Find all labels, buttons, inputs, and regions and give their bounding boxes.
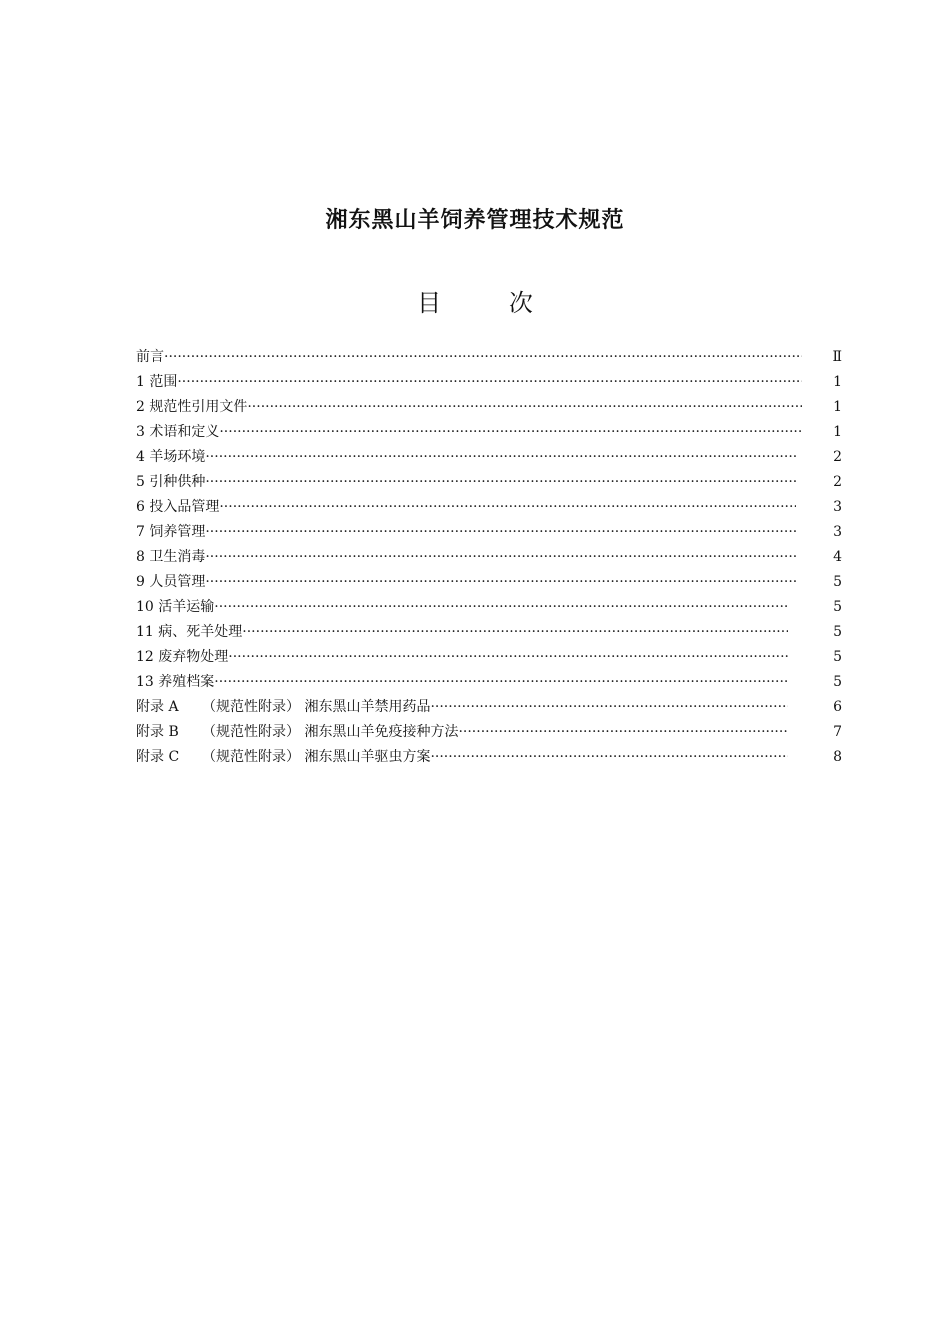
toc-entry-page: 7	[833, 724, 842, 740]
toc-leader-dots	[164, 345, 802, 370]
toc-leader-dots	[219, 495, 796, 520]
toc-leader-dots	[242, 620, 788, 645]
toc-entry-page: 8	[833, 749, 842, 765]
toc-entry-label: 13 养殖档案	[136, 674, 215, 690]
toc-entry-scope[interactable]	[136, 370, 842, 395]
toc-entry-page: 2	[833, 449, 842, 465]
toc-leader-dots	[205, 545, 796, 570]
toc-entry-label	[136, 720, 458, 745]
toc-leader-dots	[177, 370, 802, 395]
toc-leader-dots	[247, 395, 802, 420]
toc-entry-label: 4 羊场环境	[136, 449, 206, 465]
toc-entry-feeding-management[interactable]	[136, 520, 842, 545]
toc-entry-label: 3 术语和定义	[136, 424, 220, 440]
toc-entry-appendix-b[interactable]	[136, 720, 842, 745]
toc-entry-label: 11 病、死羊处理	[136, 624, 243, 640]
toc-entry-page: 5	[833, 574, 842, 590]
toc-entry-normative-references[interactable]	[136, 395, 842, 420]
toc-entry-breeding-records[interactable]	[136, 670, 842, 695]
toc-entry-page: 5	[833, 599, 842, 615]
toc-entry-label	[136, 745, 430, 770]
toc-entry-page: 5	[833, 674, 842, 690]
toc-entry-label: 6 投入品管理	[136, 499, 220, 515]
toc-entry-page: Ⅱ	[832, 349, 842, 365]
toc-entry-page: 1	[833, 374, 842, 390]
toc-entry-label: 9 人员管理	[136, 574, 206, 590]
toc-heading-left: 目	[417, 289, 442, 317]
toc-entry-waste-treatment[interactable]	[136, 645, 842, 670]
toc-entry-terms[interactable]	[136, 420, 842, 445]
toc-leader-dots	[205, 520, 796, 545]
toc-heading	[0, 283, 950, 318]
toc-leader-dots	[205, 470, 796, 495]
toc-leader-dots	[430, 695, 788, 720]
toc-entry-page: 4	[833, 549, 842, 565]
toc-entry-page: 1	[833, 424, 842, 440]
document-title: 湘东黑山羊饲养管理技术规范	[325, 208, 625, 233]
appendix-tag: （规范性附录）	[202, 749, 300, 765]
toc-entry-live-transport[interactable]	[136, 595, 842, 620]
toc-leader-dots	[205, 570, 796, 595]
toc-entry-appendix-c[interactable]	[136, 745, 842, 770]
toc-entry-hygiene-disinfection[interactable]	[136, 545, 842, 570]
toc-entry-label	[136, 695, 430, 720]
appendix-tag: （规范性附录）	[202, 724, 300, 740]
toc-entry-label: 1 范围	[136, 374, 178, 390]
toc-entry-label: 10 活羊运输	[136, 599, 215, 615]
toc-entry-farm-environment[interactable]	[136, 445, 842, 470]
toc-entry-appendix-a[interactable]	[136, 695, 842, 720]
appendix-name: 附录 C	[136, 749, 180, 765]
toc-entry-breeding-supply[interactable]	[136, 470, 842, 495]
toc-entry-page: 3	[833, 499, 842, 515]
toc-leader-dots	[205, 445, 796, 470]
toc-entry-label: 7 饲养管理	[136, 524, 206, 540]
appendix-name: 附录 A	[136, 699, 179, 715]
toc-list	[136, 345, 842, 770]
toc-entry-label: 12 废弃物处理	[136, 649, 229, 665]
toc-entry-label: 8 卫生消毒	[136, 549, 206, 565]
toc-leader-dots	[219, 420, 802, 445]
toc-entry-page: 2	[833, 474, 842, 490]
toc-leader-dots	[430, 745, 788, 770]
toc-leader-dots	[458, 720, 788, 745]
toc-entry-label: 5 引种供种	[136, 474, 206, 490]
toc-entry-label: 前言	[136, 349, 164, 365]
toc-entry-page: 3	[833, 524, 842, 540]
toc-entry-inputs-management[interactable]	[136, 495, 842, 520]
appendix-name: 附录 B	[136, 724, 179, 740]
appendix-title: 湘东黑山羊免疫接种方法	[304, 724, 459, 740]
toc-entry-personnel-management[interactable]	[136, 570, 842, 595]
toc-leader-dots	[228, 645, 788, 670]
toc-heading-right: 次	[508, 289, 533, 317]
toc-entry-label: 2 规范性引用文件	[136, 399, 248, 415]
toc-leader-dots	[214, 670, 788, 695]
toc-entry-foreword[interactable]	[136, 345, 842, 370]
appendix-title: 湘东黑山羊禁用药品	[304, 699, 431, 715]
toc-entry-sick-dead-handling[interactable]	[136, 620, 842, 645]
toc-entry-page: 1	[833, 399, 842, 415]
toc-entry-page: 6	[833, 699, 842, 715]
toc-entry-page: 5	[833, 624, 842, 640]
appendix-tag: （规范性附录）	[202, 699, 300, 715]
toc-entry-page: 5	[833, 649, 842, 665]
toc-leader-dots	[214, 595, 788, 620]
appendix-title: 湘东黑山羊驱虫方案	[304, 749, 431, 765]
